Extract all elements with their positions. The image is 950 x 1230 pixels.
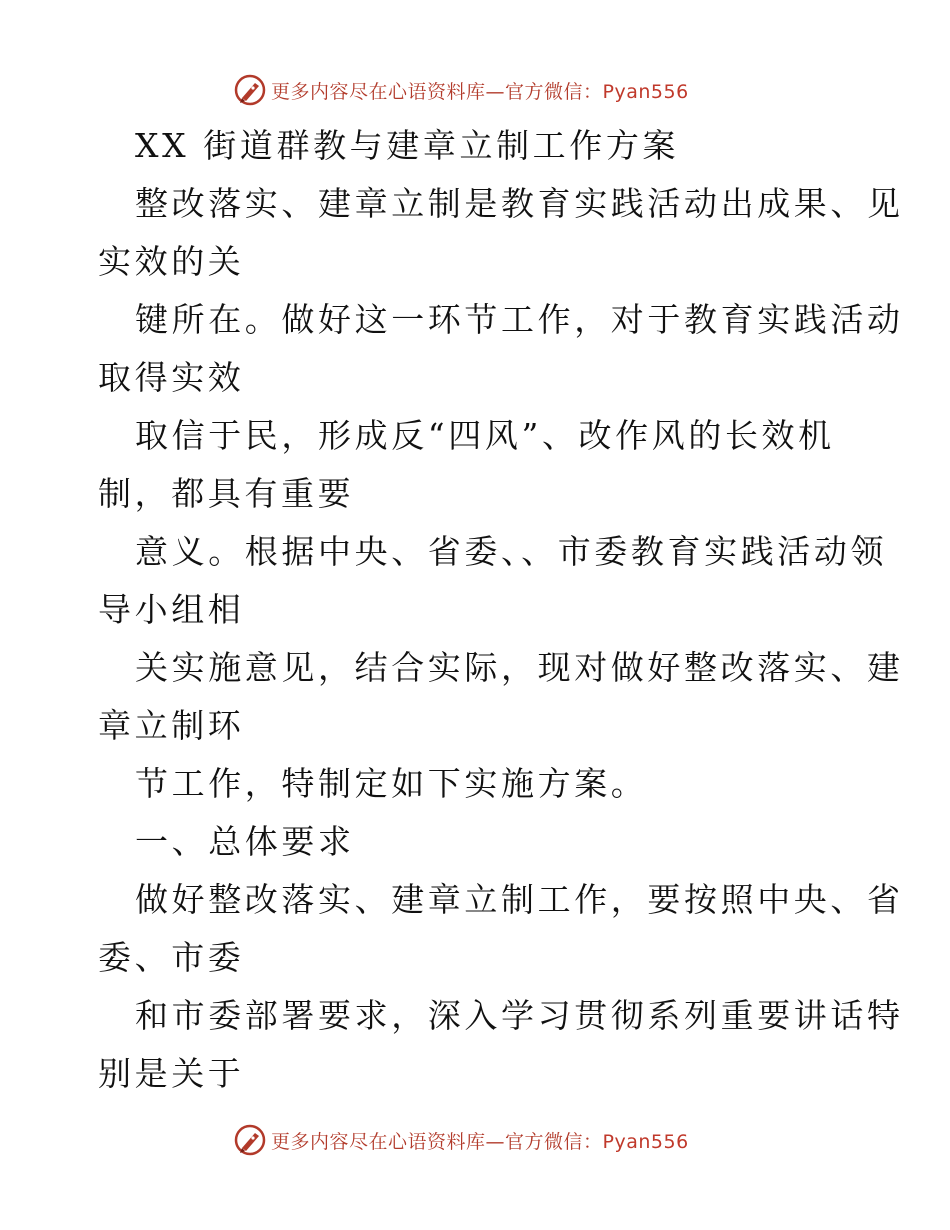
paragraph-line: 导小组相 <box>98 590 245 629</box>
paragraph-line: 章立制环 <box>98 706 245 745</box>
header-watermark-banner <box>0 72 950 108</box>
paragraph-line: 委、市委 <box>98 938 245 977</box>
paragraph-line: 取得实效 <box>98 358 245 397</box>
paragraph-line: 和市委部署要求，深入学习贯彻系列重要讲话特 <box>135 996 904 1035</box>
watermark-text: 更多内容尽在心语资料库—官方微信：Pyan556 <box>271 1130 689 1153</box>
pen-circle-logo-icon <box>233 1123 267 1157</box>
paragraph-line: 键所在。做好这一环节工作，对于教育实践活动 <box>135 300 904 339</box>
paragraph-line: 关实施意见，结合实际，现对做好整改落实、建 <box>135 648 904 687</box>
paragraph-line: 做好整改落实、建章立制工作，要按照中央、省 <box>135 880 904 919</box>
paragraph-line: 别是关于 <box>98 1054 245 1093</box>
watermark-handle: Pyan556 <box>602 1130 689 1153</box>
pen-circle-logo-icon <box>233 73 267 107</box>
section-heading: 一、总体要求 <box>135 822 355 861</box>
paragraph-line: 实效的关 <box>98 242 245 281</box>
paragraph-line: 取信于民，形成反“四风”、改作风的长效机 <box>135 416 835 455</box>
watermark-text: 更多内容尽在心语资料库—官方微信：Pyan556 <box>271 80 689 103</box>
footer-watermark-banner <box>0 1122 950 1158</box>
paragraph-line: 整改落实、建章立制是教育实践活动出成果、见 <box>135 184 904 223</box>
watermark-handle: Pyan556 <box>602 80 689 103</box>
paragraph-line: 节工作，特制定如下实施方案。 <box>135 764 648 803</box>
paragraph-line: 制，都具有重要 <box>98 474 355 513</box>
document-title: XX 街道群教与建章立制工作方案 <box>135 126 680 165</box>
paragraph-line: 意义。根据中央、省委、、市委教育实践活动领 <box>135 532 888 571</box>
